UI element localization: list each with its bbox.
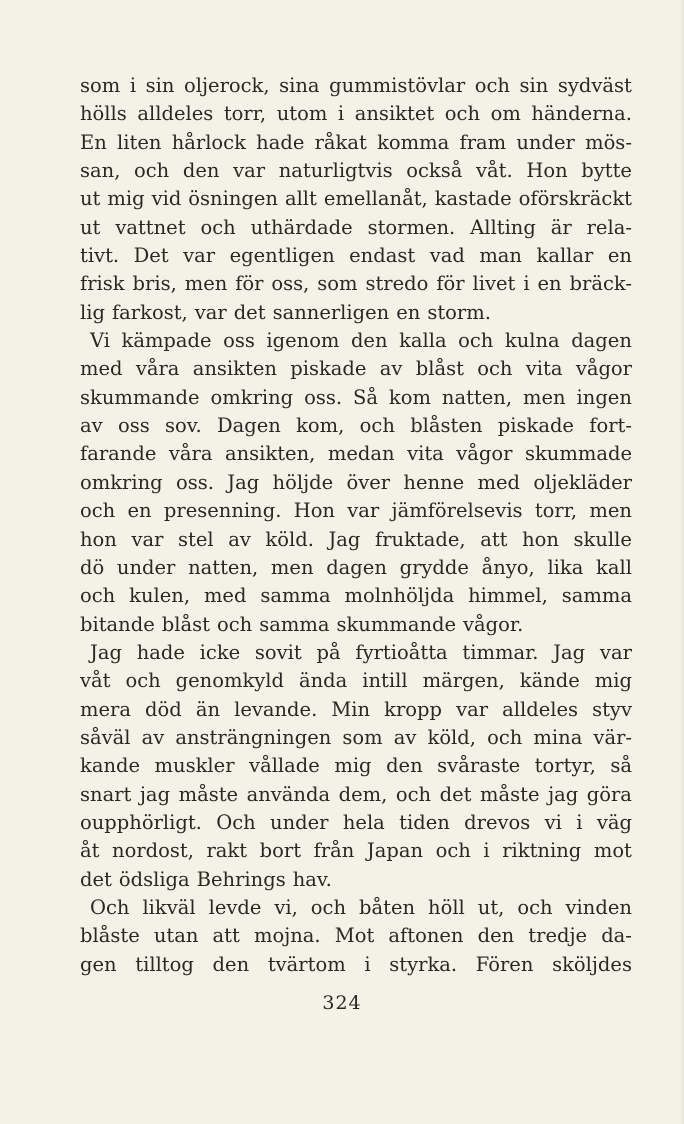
text-line: kande muskler vållade mig den svåraste tortyr, så — [80, 754, 632, 778]
text-line: ut vattnet och uthärdade stormen. Allting är rela- — [80, 215, 632, 239]
text-line: Och likväl levde vi, och båten höll ut, och vinden — [90, 895, 632, 919]
text-line: och kulen, med samma molnhöljda himmel, samma — [80, 584, 632, 608]
text-line: hölls alldeles torr, utom i ansiktet och om händerna. — [80, 102, 632, 126]
text-line: Jag hade icke sovit på fyrtioåtta timmar. Jag var — [90, 640, 632, 664]
text-line: det ödsliga Behrings hav. — [80, 867, 332, 891]
text-line: oupphörligt. Och under hela tiden drevos vi i väg — [80, 810, 632, 834]
text-line: san, och den var naturligtvis också våt. Hon bytte — [80, 159, 632, 183]
text-line: och en presenning. Hon var jämförelsevis torr, men — [80, 499, 632, 523]
text-line: snart jag måste använda dem, och det måste jag göra — [80, 782, 632, 806]
text-line: blåste utan att mojna. Mot aftonen den tredje da- — [80, 924, 632, 948]
text-line: farande våra ansikten, medan vita vågor skummade — [80, 442, 632, 466]
text-line: bitande blåst och samma skummande vågor. — [80, 612, 524, 636]
text-line: skummande omkring oss. Så kom natten, men ingen — [80, 385, 632, 409]
text-line: mera död än levande. Min kropp var alldeles styv — [80, 697, 632, 721]
text-line: av oss sov. Dagen kom, och blåsten piskade fort- — [80, 414, 632, 438]
text-line: gen tilltog den tvärtom i styrka. Fören sköljdes — [80, 952, 632, 976]
page-edge — [680, 0, 684, 1124]
body-text — [80, 72, 632, 979]
text-line: Vi kämpade oss igenom den kalla och kulna dagen — [90, 329, 632, 353]
text-line: tivt. Det var egentligen endast vad man kallar en — [80, 244, 632, 268]
text-line: dö under natten, men dagen grydde ånyo, lika kall — [80, 555, 632, 579]
text-line: frisk bris, men för oss, som stredo för livet i en bräck- — [80, 272, 632, 296]
text-line: hon var stel av köld. Jag fruktade, att hon skulle — [80, 527, 632, 551]
text-line: som i sin oljerock, sina gummistövlar och sin sydväst — [80, 74, 632, 97]
page-number: 324 — [322, 992, 362, 1014]
text-line: såväl av ansträngningen som av köld, och mina vär- — [80, 725, 632, 749]
text-line: omkring oss. Jag höljde över henne med oljekläder — [80, 470, 632, 494]
text-line: våt och genomkyld ända intill märgen, kände mig — [80, 669, 632, 693]
text-line: ut mig vid ösningen allt emellanåt, kastade oförskräckt — [80, 187, 632, 211]
text-line: åt nordost, rakt bort från Japan och i riktning mot — [80, 839, 632, 863]
text-line: lig farkost, var det sannerligen en storm. — [80, 300, 491, 324]
text-line: En liten hårlock hade råkat komma fram under mös- — [80, 130, 632, 154]
text-line: med våra ansikten piskade av blåst och vita vågor — [80, 357, 632, 381]
